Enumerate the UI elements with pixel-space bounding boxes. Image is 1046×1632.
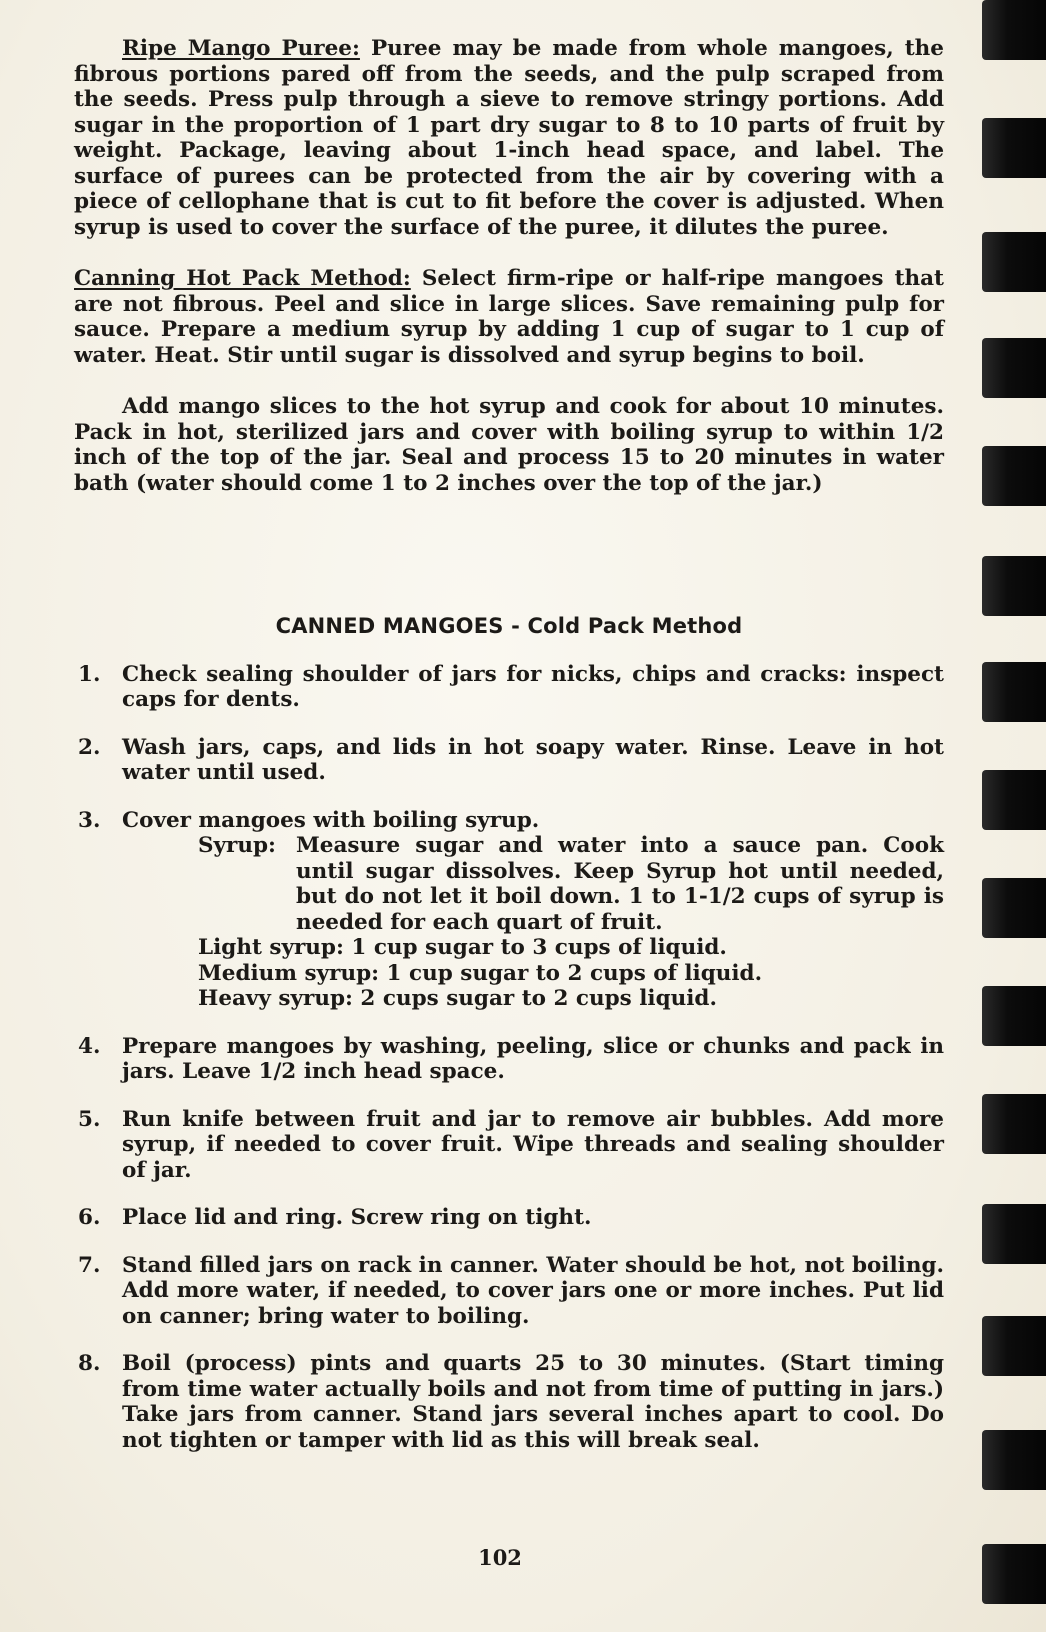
page-content	[74, 36, 944, 1475]
binding-ring	[982, 338, 1046, 398]
step-text: Place lid and ring. Screw ring on tight.	[122, 1205, 592, 1230]
page-number: 102	[478, 1545, 522, 1570]
syrup-row	[198, 833, 944, 935]
syrup-text: Measure sugar and water into a sauce pan. Cook until sugar dissolves. Keep Syrup hot until needed, but do not let it boil down. 1 to 1-1/2 cups of syrup is needed for each quart of fruit.	[296, 833, 944, 935]
hotpack-text: Select firm-ripe or half-ripe mangoes that are not fibrous. Peel and slice in large slices. Save remaining pulp for sauce. Prepare a medium syrup by adding 1 cup of sugar to 1 cup of water. Heat. Stir until sugar is dissolved and syrup begins to boil.	[74, 266, 944, 368]
binding-ring	[982, 556, 1046, 616]
step-text: Cover mangoes with boiling syrup.	[122, 807, 540, 833]
steps-list	[74, 662, 944, 1454]
list-item	[74, 808, 944, 1012]
puree-title: Ripe Mango Puree:	[122, 36, 360, 61]
section-title: CANNED MANGOES - Cold Pack Method	[275, 614, 743, 638]
binding-ring	[982, 1204, 1046, 1264]
list-item	[74, 735, 944, 786]
binding-ring	[982, 1316, 1046, 1376]
light-syrup: Light syrup: 1 cup sugar to 3 cups of liquid.	[198, 935, 727, 960]
step-text: Run knife between fruit and jar to remove air bubbles. Add more syrup, if needed to cover fruit. Wipe threads and sealing shoulder of jar.	[122, 1106, 944, 1183]
binding-ring	[982, 662, 1046, 722]
step-text: Wash jars, caps, and lids in hot soapy water. Rinse. Leave in hot water until used.	[122, 734, 944, 785]
syrup-block	[198, 833, 944, 1012]
syrup-label: Syrup:	[198, 833, 276, 858]
binding-ring	[982, 986, 1046, 1046]
binding-ring	[982, 878, 1046, 938]
list-item	[74, 1205, 944, 1231]
binding-ring	[982, 770, 1046, 830]
step-number: 6.	[78, 1205, 101, 1230]
step-number: 7.	[78, 1252, 101, 1278]
list-item	[74, 662, 944, 713]
list-item	[74, 1107, 944, 1184]
step-number: 8.	[78, 1351, 101, 1376]
step-number: 4.	[78, 1033, 101, 1059]
hotpack-paragraph-2	[74, 394, 944, 496]
binding-ring	[982, 1094, 1046, 1154]
step-number: 3.	[78, 807, 101, 833]
step-text: Stand filled jars on rack in canner. Water should be hot, not boiling. Add more water, if needed, to cover jars one or more inches. Put lid on canner; bring water to boiling.	[122, 1252, 944, 1329]
binding-ring	[982, 0, 1046, 60]
binding-ring	[982, 1430, 1046, 1490]
list-item	[74, 1034, 944, 1085]
step-number: 5.	[78, 1106, 101, 1132]
binding-ring	[982, 118, 1046, 178]
step-text: Check sealing shoulder of jars for nicks, chips and cracks: inspect caps for dents.	[122, 661, 944, 712]
puree-paragraph	[74, 36, 944, 240]
heavy-syrup: Heavy syrup: 2 cups sugar to 2 cups liquid.	[198, 986, 717, 1011]
step-number: 2.	[78, 734, 101, 760]
hotpack-text-2: Add mango slices to the hot syrup and cook for about 10 minutes. Pack in hot, sterilized jars and cover with boiling syrup to within 1/2 inch of the top of the jar. Seal and process 15 to 20 minutes in water bath (water should come 1 to 2 inches over the top of the jar.)	[74, 394, 944, 496]
spiral-binding	[966, 0, 1046, 1632]
step-text: Prepare mangoes by washing, peeling, slice or chunks and pack in jars. Leave 1/2 inch head space.	[122, 1033, 944, 1084]
list-item	[74, 1351, 944, 1453]
hotpack-title: Canning Hot Pack Method:	[74, 266, 411, 291]
step-number: 1.	[78, 661, 101, 687]
puree-text: Puree may be made from whole mangoes, the fibrous portions pared off from the seeds, and the pulp scraped from the seeds. Press pulp through a sieve to remove stringy portions. Add sugar in the proportion of 1 part dry sugar to 8 to 10 parts of fruit by weight. Package, leaving about 1-inch head space, and label. The surface of purees can be protected from the air by covering with a piece of cellophane that is cut to fit before the cover is adjusted. When syrup is used to cover the surface of the puree, it dilutes the puree.	[74, 36, 944, 240]
step-text: Boil (process) pints and quarts 25 to 30 minutes. (Start timing from time water actually boils and not from time of putting in jars.) Take jars from canner. Stand jars several inches apart to cool. Do not tighten or tamper with lid as this will break seal.	[122, 1351, 944, 1453]
binding-ring	[982, 232, 1046, 292]
list-item	[74, 1253, 944, 1330]
medium-syrup: Medium syrup: 1 cup sugar to 2 cups of liquid.	[198, 960, 763, 986]
hotpack-paragraph	[74, 266, 944, 368]
binding-ring	[982, 446, 1046, 506]
